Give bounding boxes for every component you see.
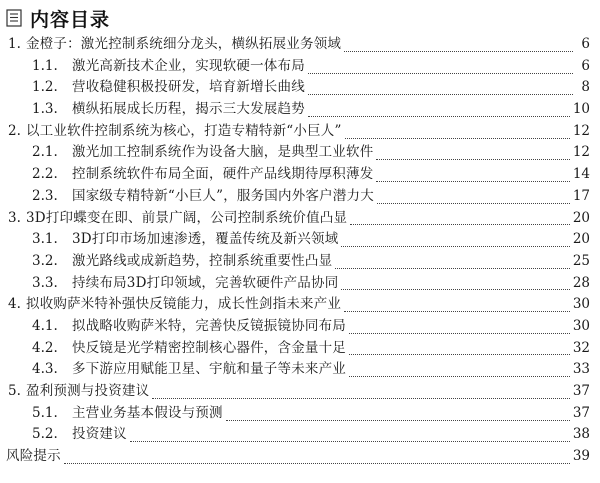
toc-entry-number: 3.3. <box>32 274 58 291</box>
toc-entry[interactable] <box>0 446 600 468</box>
dot-leader <box>226 407 570 421</box>
toc-entry-number: 5. <box>8 383 21 399</box>
toc-page-number: 6 <box>581 57 590 74</box>
toc-entry-number: 3. <box>8 209 21 226</box>
toc-header <box>6 4 110 32</box>
dot-leader <box>341 276 569 290</box>
toc-subsection-entry[interactable] <box>0 56 600 78</box>
toc-entry-title: 营收稳健积极投研发，培育新增长曲线 <box>72 79 305 96</box>
toc-entry-title: 激光路线或成新趋势，控制系统重要性凸显 <box>72 252 333 269</box>
dot-leader <box>308 60 573 74</box>
toc-entry-number: 1.3. <box>32 101 58 118</box>
toc-entry-title: 3D打印市场加速渗透，覆盖传统及新兴领域 <box>72 231 339 248</box>
toc-entry-title: 拟收购萨米特补强快反镜能力，成长性剑指未来产业 <box>26 296 342 313</box>
toc-entry-title: 激光高新技术企业，实现软硬一体布局 <box>72 57 305 74</box>
toc-page-number: 33 <box>572 361 590 378</box>
toc-entry-number: 2.1. <box>32 144 58 161</box>
toc-page-number: 17 <box>572 187 590 204</box>
dot-leader <box>376 168 569 182</box>
dot-leader <box>64 450 570 464</box>
dot-leader <box>344 298 570 312</box>
toc-entry-title: 控制系统软件布局全面，硬件产品线期待厚积薄发 <box>72 166 374 183</box>
toc-subsection-entry[interactable] <box>0 142 600 164</box>
toc-entry-title: 风险提示 <box>6 448 61 465</box>
toc-page-number: 12 <box>572 122 590 139</box>
toc-page-number: 38 <box>572 426 590 443</box>
toc-page-number: 25 <box>572 252 590 269</box>
toc-section-entry[interactable] <box>0 208 600 230</box>
toc-subsection-entry[interactable] <box>0 403 600 425</box>
toc-page-number: 8 <box>581 79 590 96</box>
dot-leader <box>341 233 569 247</box>
toc-subsection-entry[interactable] <box>0 229 600 251</box>
toc-entry-number: 4.3. <box>32 361 58 378</box>
toc-entry-number: 2. <box>8 122 21 139</box>
toc-subsection-entry[interactable] <box>0 338 600 360</box>
toc-entry-title: 拟战略收购萨米特，完善快反镜振镜协同布局 <box>72 317 346 334</box>
toc-entry-title: 主营业务基本假设与预测 <box>72 404 223 421</box>
toc-entry-number: 3.2. <box>32 252 58 269</box>
dot-leader <box>344 38 573 52</box>
dot-leader <box>130 428 570 442</box>
toc-section-entry[interactable] <box>0 294 600 316</box>
toc-subsection-entry[interactable] <box>0 77 600 99</box>
toc-subsection-entry[interactable] <box>0 164 600 186</box>
dot-leader <box>308 81 573 95</box>
dot-leader <box>335 255 570 269</box>
document-list-icon <box>6 9 22 27</box>
dot-leader <box>350 211 570 225</box>
toc-page-number: 28 <box>572 274 590 291</box>
toc-page-number: 6 <box>581 36 590 52</box>
dot-leader <box>152 385 570 399</box>
toc-section-entry[interactable] <box>0 381 600 403</box>
toc-entry-title: 持续布局3D打印领域，完善软硬件产品协同 <box>72 274 339 291</box>
dot-leader <box>308 103 570 117</box>
toc-entry-title: 投资建议 <box>72 426 127 443</box>
toc-entry-title: 快反镜是光学精密控制核心器件，含金量十足 <box>72 339 346 356</box>
toc-page-number: 30 <box>572 317 590 334</box>
toc-page-number: 37 <box>572 383 590 399</box>
toc-page-number: 20 <box>572 231 590 248</box>
toc-section-entry[interactable] <box>0 121 600 143</box>
toc-entry-number: 4.1. <box>32 317 58 334</box>
toc-entry-title: 横纵拓展成长历程，揭示三大发展趋势 <box>72 101 305 118</box>
toc-subsection-entry[interactable] <box>0 273 600 295</box>
toc-subsection-entry[interactable] <box>0 316 600 338</box>
toc-page-number: 20 <box>572 209 590 226</box>
toc-page-number: 14 <box>572 166 590 183</box>
dot-leader <box>345 125 570 139</box>
dot-leader <box>349 363 570 377</box>
toc-entry-title: 以工业软件控制系统为核心，打造专精特新“小巨人” <box>26 122 342 139</box>
toc-entry-title: 金橙子：激光控制系统细分龙头，横纵拓展业务领域 <box>26 36 342 52</box>
dot-leader <box>349 320 570 334</box>
toc-entry-title: 3D打印蝶变在即、前景广阔，公司控制系统价值凸显 <box>26 209 348 226</box>
toc-entry-title: 多下游应用赋能卫星、宇航和量子等未来产业 <box>72 361 346 378</box>
toc-entry-title: 激光加工控制系统作为设备大脑，是典型工业软件 <box>72 144 374 161</box>
toc-page-number: 37 <box>572 404 590 421</box>
toc-entry-number: 1. <box>8 36 21 52</box>
page-title: 内容目录 <box>30 8 111 31</box>
toc-page-number: 39 <box>572 448 590 465</box>
toc-entry-title: 国家级专精特新“小巨人”，服务国内外客户潜力大 <box>72 187 374 204</box>
toc-page-number: 12 <box>572 144 590 161</box>
toc-page-number: 32 <box>572 339 590 356</box>
toc-section-entry[interactable] <box>0 34 600 56</box>
toc-page-number: 30 <box>572 296 590 313</box>
toc-entry-number: 2.3. <box>32 187 58 204</box>
toc-page-number: 10 <box>572 101 590 118</box>
toc-subsection-entry[interactable] <box>0 424 600 446</box>
toc-entry-title: 盈利预测与投资建议 <box>26 383 150 399</box>
toc-entry-number: 4.2. <box>32 339 58 356</box>
toc-subsection-entry[interactable] <box>0 359 600 381</box>
dot-leader <box>377 190 570 204</box>
toc-entry-number: 3.1. <box>32 231 58 248</box>
toc-subsection-entry[interactable] <box>0 99 600 121</box>
toc-subsection-entry[interactable] <box>0 251 600 273</box>
toc-entry-number: 5.2. <box>32 426 58 443</box>
toc-entry-list <box>0 34 600 468</box>
dot-leader <box>349 341 570 355</box>
toc-entry-number: 1.1. <box>32 57 58 74</box>
toc-entry-number: 4. <box>8 296 21 313</box>
toc-subsection-entry[interactable] <box>0 186 600 208</box>
toc-entry-number: 2.2. <box>32 166 58 183</box>
toc-entry-number: 5.1. <box>32 404 58 421</box>
dot-leader <box>376 146 569 160</box>
toc-entry-number: 1.2. <box>32 79 58 96</box>
